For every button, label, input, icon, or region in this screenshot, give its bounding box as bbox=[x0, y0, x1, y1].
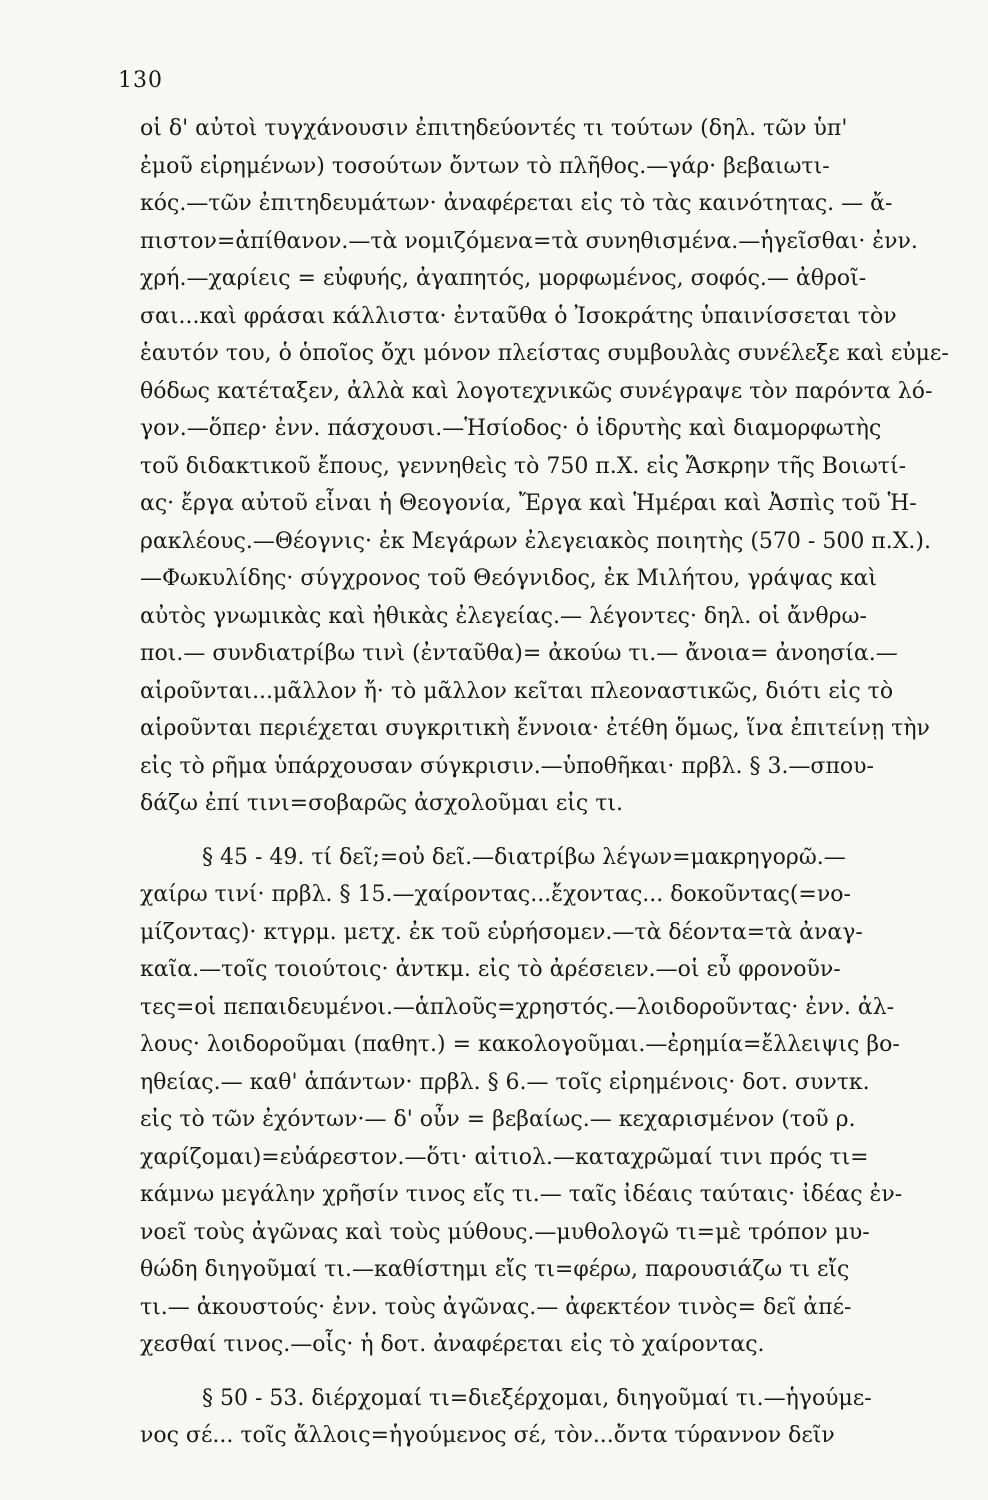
text-line: χεσθαί τινος.—οἷς· ἡ δοτ. ἀναφέρεται εἰς τὸ χαίροντας. bbox=[140, 1332, 765, 1357]
page-number: 130 bbox=[118, 68, 163, 93]
text-line: λους· λοιδοροῦμαι (παθητ.) = κακολογοῦμαι.—ἐρημία=ἔλλειψις βο- bbox=[140, 1032, 900, 1057]
text-line: καῖα.—τοῖς τοιούτοις· ἀντκμ. εἰς τὸ ἀρέσειεν.—οἱ εὖ φρονοῦν- bbox=[140, 957, 841, 982]
text-line: οἱ δ' αὐτοὶ τυγχάνουσιν ἐπιτηδεύοντές τι τούτων (δηλ. τῶν ὑπ' bbox=[140, 116, 848, 141]
section-heading-line: § 45 - 49. τί δεῖ;=οὐ δεῖ.—διατρίβω λέγων=μακρηγορῶ.— bbox=[202, 844, 846, 870]
text-line: —Φωκυλίδης· σύγχρονος τοῦ Θεόγνιδος, ἐκ Μιλήτου, γράψας καὶ bbox=[140, 566, 877, 591]
text-line: χρή.—χαρίεις = εὐφυής, ἀγαπητός, μορφωμένος, σοφός.— ἀθροῖ- bbox=[140, 266, 867, 291]
text-line: τι.— ἀκουστούς· ἐνν. τοὺς ἀγῶνας.— ἀφεκτέον τινὸς= δεῖ ἀπέ- bbox=[140, 1294, 852, 1320]
text-line: ἐμοῦ εἰρημένων) τοσούτων ὄντων τὸ πλῆθος.—γάρ· βεβαιωτι- bbox=[140, 153, 830, 179]
text-line: γον.—ὅπερ· ἐνν. πάσχουσι.—Ἡσίοδος· ὁ ἱδρυτὴς καὶ διαμορφωτὴς bbox=[140, 416, 882, 441]
text-line: ἑαυτόν του, ὁ ὁποῖος ὄχι μόνον πλείστας συμβουλὰς συνέλεξε καὶ εὐμε- bbox=[140, 341, 949, 366]
text-line: νος σέ... τοῖς ἄλλοις=ἡγούμενος σέ, τὸν...ὄντα τύραννον δεῖν bbox=[140, 1423, 835, 1448]
text-line: νοεῖ τοὺς ἀγῶνας καὶ τοὺς μύθους.—μυθολογῶ τι=μὲ τρόπον μυ- bbox=[140, 1219, 870, 1245]
text-line: αἱροῦνται...μᾶλλον ἤ· τὸ μᾶλλον κεῖται πλεοναστικῶς, διότι εἰς τὸ bbox=[140, 678, 894, 704]
text-line: ποι.— συνδιατρίβω τινὶ (ἐνταῦθα)= ἀκούω τι.— ἄνοια= ἀνοησία.— bbox=[140, 641, 898, 666]
text-line: δάζω ἐπί τινι=σοβαρῶς ἀσχολοῦμαι εἰς τι. bbox=[140, 791, 624, 816]
section-heading-line: § 50 - 53. διέρχομαί τι=διεξέρχομαι, διηγοῦμαί τι.—ἡγούμε- bbox=[202, 1385, 872, 1411]
text-line: εἰς τὸ τῶν ἐχόντων·— δ' οὖν = βεβαίως.— κεχαρισμένον (τοῦ ρ. bbox=[140, 1107, 856, 1132]
text-line: μίζοντας)· κτγρμ. μετχ. ἐκ τοῦ εὑρήσομεν.—τὰ δέοντα=τὰ ἀναγ- bbox=[140, 919, 863, 945]
text-line: εἰς τὸ ρῆμα ὑπάρχουσαν σύγκρισιν.—ὑποθῆκαι· πρβλ. § 3.—σπου- bbox=[140, 753, 874, 779]
text-line: πιστον=ἀπίθανον.—τὰ νομιζόμενα=τὰ συνηθισμένα.—ἡγεῖσθαι· ἐνν. bbox=[140, 228, 918, 254]
paragraph-3 bbox=[140, 1380, 970, 1455]
text-line: θώδη διηγοῦμαί τι.—καθίστημι εἴς τι=φέρω, παρουσιάζω τι εἴς bbox=[140, 1257, 850, 1282]
text-line: αἱροῦνται περιέχεται συγκριτικὴ ἔννοια· ἐτέθη ὅμως, ἵνα ἐπιτείνῃ τὴν bbox=[140, 716, 930, 741]
text-line: κός.—τῶν ἐπιτηδευμάτων· ἀναφέρεται εἰς τὸ τὰς καινότητας. — ἄ- bbox=[140, 191, 893, 216]
paragraph-2 bbox=[140, 839, 970, 1364]
text-line: ας· ἔργα αὐτοῦ εἶναι ἡ Θεογονία, Ἔργα καὶ Ἡμέραι καὶ Ἀσπὶς τοῦ Ἡ- bbox=[140, 491, 917, 516]
text-line: ηθείας.— καθ' ἁπάντων· πρβλ. § 6.— τοῖς εἰρημένοις· δοτ. συντκ. bbox=[140, 1069, 870, 1095]
text-line: τες=οἱ πεπαιδευμένοι.—ἁπλοῦς=χρηστός.—λοιδοροῦντας· ἐνν. ἀλ- bbox=[140, 994, 895, 1020]
text-line: χαρίζομαι)=εὐάρεστον.—ὅτι· αἰτιολ.—καταχρῶμαί τινι πρός τι= bbox=[140, 1144, 869, 1170]
commentary-text bbox=[140, 110, 970, 1455]
text-line: ρακλέους.—Θέογνις· ἐκ Μεγάρων ἐλεγειακὸς ποιητὴς (570 - 500 π.Χ.). bbox=[140, 528, 931, 554]
text-line: τοῦ διδακτικοῦ ἔπους, γεννηθεὶς τὸ 750 π.Χ. εἰς Ἄσκρην τῆς Βοιωτί- bbox=[140, 453, 907, 479]
paragraph-1 bbox=[140, 110, 970, 823]
text-line: αὐτὸς γνωμικὰς καὶ ἠθικὰς ἐλεγείας.— λέγοντες· δηλ. οἱ ἄνθρω- bbox=[140, 603, 867, 629]
text-line: θόδως κατέταξεν, ἀλλὰ καὶ λογοτεχνικῶς συνέγραψε τὸν παρόντα λό- bbox=[140, 378, 933, 404]
text-line: σαι...καὶ φράσαι κάλλιστα· ἐνταῦθα ὁ Ἰσοκράτης ὑπαινίσσεται τὸν bbox=[140, 303, 897, 329]
text-line: κάμνω μεγάλην χρῆσίν τινος εἴς τι.— ταῖς ἰδέαις ταύταις· ἰδέας ἐν- bbox=[140, 1182, 903, 1207]
text-line: χαίρω τινί· πρβλ. § 15.—χαίροντας...ἔχοντας... δοκοῦντας(=νο- bbox=[140, 882, 851, 907]
